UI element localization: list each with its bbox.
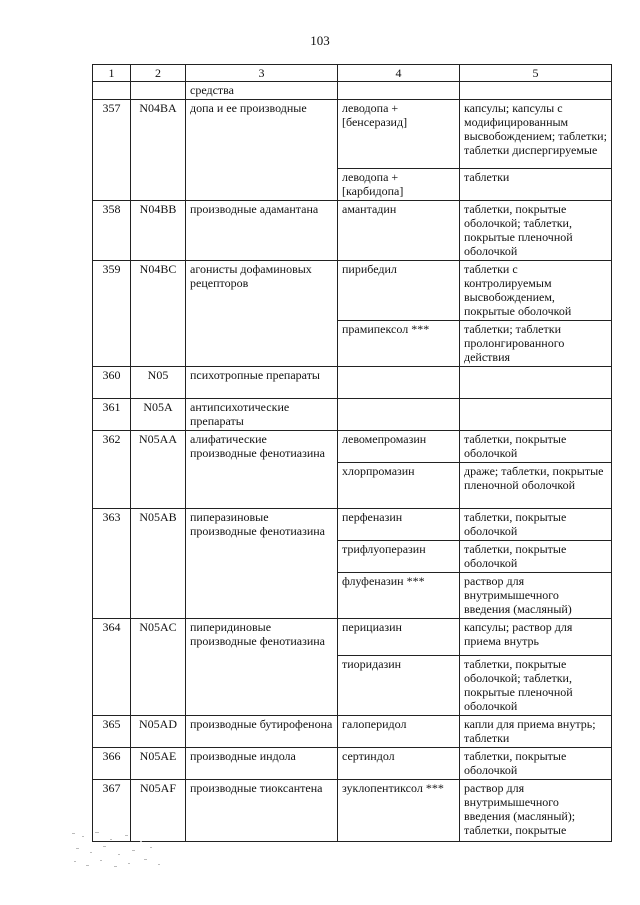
drug-list-table bbox=[92, 64, 612, 842]
group-name-cell: антипсихотические препараты bbox=[186, 399, 338, 431]
dosage-form-cell: таблетки, покрытые оболочкой bbox=[460, 748, 612, 780]
dosage-form-cell: драже; таблетки, покрытые пленочной оболочкой bbox=[460, 463, 612, 509]
atc-code-cell: N05AA bbox=[131, 431, 186, 509]
row-number-cell bbox=[93, 82, 131, 100]
drug-name-cell: левомепромазин bbox=[338, 431, 460, 463]
dosage-form-cell: капсулы; капсулы с модифицированным высвобождением; таблетки; таблетки диспергируемые bbox=[460, 100, 612, 169]
drug-name-cell: тиоридазин bbox=[338, 656, 460, 716]
atc-code-cell: N04BC bbox=[131, 261, 186, 367]
row-number-cell: 361 bbox=[93, 399, 131, 431]
table-row bbox=[93, 82, 612, 100]
row-number-cell: 362 bbox=[93, 431, 131, 509]
atc-code-cell: N05AB bbox=[131, 509, 186, 619]
dosage-form-cell: раствор для внутримышечного введения (масляный) bbox=[460, 573, 612, 619]
drug-name-cell: галоперидол bbox=[338, 716, 460, 748]
row-number-cell: 358 bbox=[93, 201, 131, 261]
column-header: 5 bbox=[460, 65, 612, 82]
group-name-cell: производные адамантана bbox=[186, 201, 338, 261]
dosage-form-cell: таблетки bbox=[460, 169, 612, 201]
column-header: 4 bbox=[338, 65, 460, 82]
row-number-cell: 364 bbox=[93, 619, 131, 716]
row-number-cell: 363 bbox=[93, 509, 131, 619]
dosage-form-cell: таблетки; таблетки пролонгированного действия bbox=[460, 321, 612, 367]
dosage-form-cell: таблетки с контролируемым высвобождением, покрытые оболочкой bbox=[460, 261, 612, 321]
group-name-cell: производные бутирофенона bbox=[186, 716, 338, 748]
drug-name-cell: леводопа + [бенсеразид] bbox=[338, 100, 460, 169]
dosage-form-cell: таблетки, покрытые оболочкой bbox=[460, 541, 612, 573]
dosage-form-cell: таблетки, покрытые оболочкой; таблетки, покрытые пленочной оболочкой bbox=[460, 656, 612, 716]
drug-name-cell: перициазин bbox=[338, 619, 460, 656]
dosage-form-cell: раствор для внутримышечного введения (масляный); таблетки, покрытые bbox=[460, 780, 612, 842]
group-name-cell: агонисты дофаминовых рецепторов bbox=[186, 261, 338, 367]
drug-name-cell: амантадин bbox=[338, 201, 460, 261]
dosage-form-cell: таблетки, покрытые оболочкой bbox=[460, 509, 612, 541]
table-row bbox=[93, 509, 612, 541]
group-name-cell: производные индола bbox=[186, 748, 338, 780]
dosage-form-cell: таблетки, покрытые оболочкой bbox=[460, 431, 612, 463]
group-name-cell: допа и ее производные bbox=[186, 100, 338, 201]
atc-code-cell: N05 bbox=[131, 367, 186, 399]
drug-name-cell bbox=[338, 367, 460, 399]
row-number-cell: 366 bbox=[93, 748, 131, 780]
group-name-cell: пиперидиновые производные фенотиазина bbox=[186, 619, 338, 716]
dosage-form-cell: капли для приема внутрь; таблетки bbox=[460, 716, 612, 748]
group-name-cell: средства bbox=[186, 82, 338, 100]
drug-name-cell: трифлуоперазин bbox=[338, 541, 460, 573]
table-row bbox=[93, 780, 612, 842]
atc-code-cell: N05A bbox=[131, 399, 186, 431]
atc-code-cell bbox=[131, 82, 186, 100]
table-row bbox=[93, 748, 612, 780]
drug-name-cell: хлорпромазин bbox=[338, 463, 460, 509]
table-row bbox=[93, 619, 612, 656]
column-header: 3 bbox=[186, 65, 338, 82]
row-number-cell: 367 bbox=[93, 780, 131, 842]
table-row bbox=[93, 100, 612, 169]
column-header: 1 bbox=[93, 65, 131, 82]
drug-name-cell: флуфеназин *** bbox=[338, 573, 460, 619]
group-name-cell: производные тиоксантена bbox=[186, 780, 338, 842]
table-row bbox=[93, 716, 612, 748]
group-name-cell: пиперазиновые производные фенотиазина bbox=[186, 509, 338, 619]
group-name-cell: алифатические производные фенотиазина bbox=[186, 431, 338, 509]
dosage-form-cell bbox=[460, 367, 612, 399]
table-row bbox=[93, 399, 612, 431]
table-row bbox=[93, 431, 612, 463]
column-header: 2 bbox=[131, 65, 186, 82]
table-header-row bbox=[93, 65, 612, 82]
scan-artifact bbox=[70, 830, 165, 870]
atc-code-cell: N05AF bbox=[131, 780, 186, 842]
drug-name-cell: перфеназин bbox=[338, 509, 460, 541]
drug-name-cell: зуклопентиксол *** bbox=[338, 780, 460, 842]
drug-name-cell bbox=[338, 399, 460, 431]
row-number-cell: 357 bbox=[93, 100, 131, 201]
atc-code-cell: N05AC bbox=[131, 619, 186, 716]
group-name-cell: психотропные препараты bbox=[186, 367, 338, 399]
page-number: 103 bbox=[310, 33, 330, 48]
dosage-form-cell bbox=[460, 399, 612, 431]
drug-name-cell: прамипексол *** bbox=[338, 321, 460, 367]
dosage-form-cell: таблетки, покрытые оболочкой; таблетки, покрытые пленочной оболочкой bbox=[460, 201, 612, 261]
drug-name-cell: сертиндол bbox=[338, 748, 460, 780]
atc-code-cell: N04BB bbox=[131, 201, 186, 261]
atc-code-cell: N04BA bbox=[131, 100, 186, 201]
atc-code-cell: N05AD bbox=[131, 716, 186, 748]
row-number-cell: 360 bbox=[93, 367, 131, 399]
drug-name-cell: пирибедил bbox=[338, 261, 460, 321]
dosage-form-cell: капсулы; раствор для приема внутрь bbox=[460, 619, 612, 656]
table-row bbox=[93, 367, 612, 399]
dosage-form-cell bbox=[460, 82, 612, 100]
table-row bbox=[93, 261, 612, 321]
row-number-cell: 359 bbox=[93, 261, 131, 367]
drug-name-cell: леводопа + [карбидопа] bbox=[338, 169, 460, 201]
row-number-cell: 365 bbox=[93, 716, 131, 748]
atc-code-cell: N05AE bbox=[131, 748, 186, 780]
drug-name-cell bbox=[338, 82, 460, 100]
table-row bbox=[93, 201, 612, 261]
